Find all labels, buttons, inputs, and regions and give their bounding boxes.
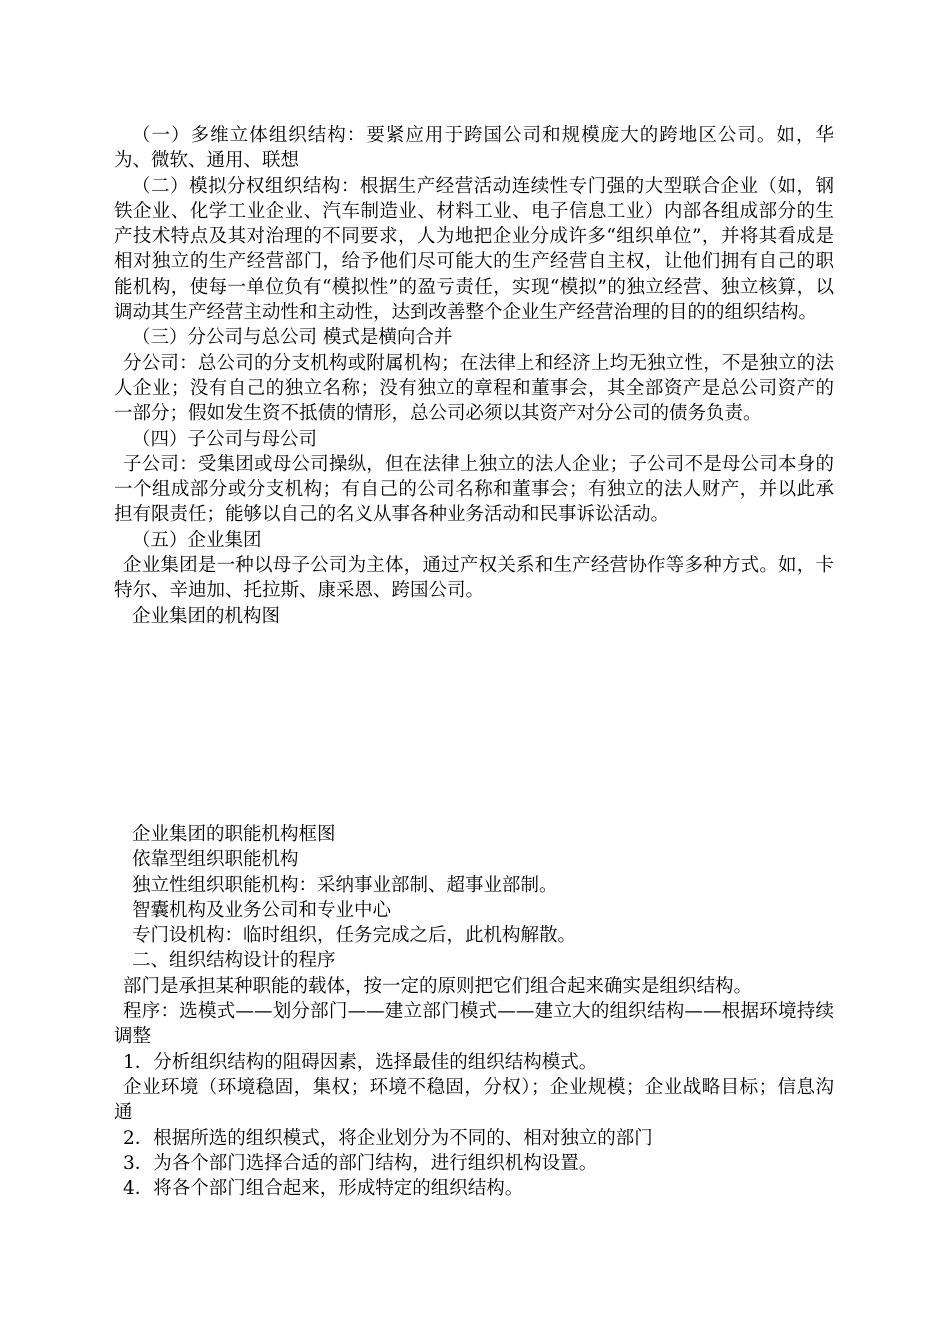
paragraph-special-agency: 专门设机构：临时组织，任务完成之后，此机构解散。 (132, 925, 577, 947)
paragraph-group-org-chart-caption: 企业集团的机构图 (132, 605, 281, 627)
paragraph-step-3: 3．为各个部门选择合适的部门结构，进行组织机构设置。 (123, 1152, 598, 1174)
paragraph-branch-company: 分公司：总公司的分支机构或附属机构；在法律上和经济上均无独立性，不是独立的法人企业；没有自己的独立名称；没有独立的章程和董事会，其全部资产是总公司资产的一部分；假如发生资不抵债的情形，总公司必须以其资产对分公司的债务负责。 (114, 352, 834, 425)
paragraph-step-1: 1．分析组织结构的阻碍因素，选择最佳的组织结构模式。 (123, 1051, 598, 1073)
text-section-bottom (114, 822, 834, 1201)
paragraph-functional-chart-caption: 企业集团的职能机构框图 (132, 824, 336, 845)
paragraph-simulated-decentralization: （二）模拟分权组织结构：根据生产经营活动连续性专门强的大型联合企业（如，钢铁企业、化学工业企业、汽车制造业、材料工业、电子信息工业）内部各组成部分的生产技术特点及其对治理的不同要求，人为地把企业分成许多“组织单位”，并将其看成是相对独立的生产经营部门，给予他们尽可能大的生产经营自主权，让他们拥有自己的职能机构，使每一单位负有“模拟性”的盈亏责任，实现“模拟”的独立经营、独立核算，以调动其生产经营主动性和主动性，达到改善整个企业生产经营治理的目的的组织结构。 (114, 175, 834, 324)
paragraph-procedure-steps: 程序：选模式——划分部门——建立部门模式——建立大的组织结构——根据环境持续调整 (114, 1001, 834, 1048)
paragraph-independent-functional: 独立性组织职能机构：采纳事业部制、超事业部制。 (132, 874, 558, 896)
paragraph-department-definition: 部门是承担某种职能的载体，按一定的原则把它们组合起来确实是组织结构。 (123, 975, 753, 997)
paragraph-subsidiary-company: 子公司：受集团或母公司操纵，但在法律上独立的法人企业；子公司不是母公司本身的一个组成部分或分支机构；有自己的公司名称和董事会；有独立的法人财产，并以此承担有限责任；能够以自己的名义从事各种业务活动和民事诉讼活动。 (114, 453, 834, 526)
paragraph-heading-design-procedure: 二、组织结构设计的程序 (132, 950, 336, 972)
paragraph-step-4: 4．将各个部门组合起来，形成特定的组织结构。 (123, 1178, 524, 1200)
paragraph-think-tank: 智囊机构及业务公司和专业中心 (132, 899, 392, 921)
paragraph-enterprise-environment: 企业环境（环境稳固，集权；环境不稳固，分权）；企业规模；企业战略目标；信息沟通 (114, 1076, 834, 1124)
paragraph-enterprise-group: 企业集团是一种以母子公司为主体，通过产权关系和生产经营协作等多种方式。如，卡特尔、辛迪加、托拉斯、康采恩、跨国公司。 (114, 555, 834, 602)
paragraph-heading-branch-headquarters: （三）分公司与总公司 模式是横向合并 (132, 327, 453, 349)
text-section-top (114, 123, 834, 629)
paragraph-heading-enterprise-group: （五）企业集团 (132, 529, 262, 551)
paragraph-multidimensional-structure: （一）多维立体组织结构：要紧应用于跨国公司和规模庞大的跨地区公司。如，华为、微软、通用、联想 (114, 125, 834, 172)
paragraph-heading-subsidiary-parent: （四）子公司与母公司 (132, 428, 318, 450)
paragraph-dependent-functional: 依靠型组织职能机构 (132, 849, 299, 871)
paragraph-step-2: 2．根据所选的组织模式，将企业划分为不同的、相对独立的部门 (123, 1127, 653, 1149)
